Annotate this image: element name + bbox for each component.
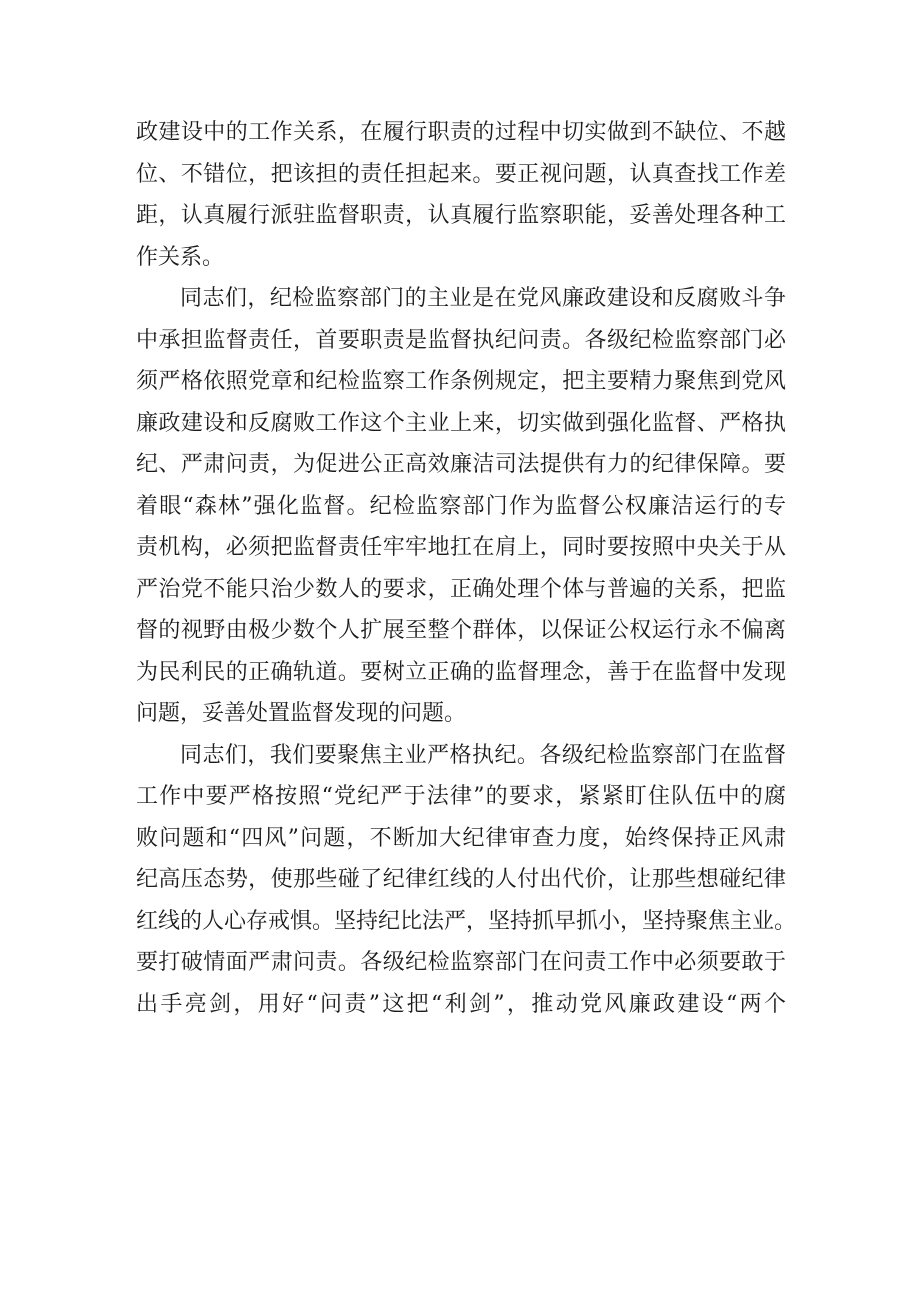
text-line-2: 位、不错位，把该担的责任担起来。要正视问题，认真查找工作差 [136,161,786,187]
text-line-5: 同志们，纪检监察部门的主业是在党风廉政建设和反腐败斗争 [180,286,786,311]
text-line-6: 中承担监督责任，首要职责是监督执纪问责。各级纪检监察部门必 [136,327,786,353]
text-line-19: 纪高压态势，使那些碰了纪律红线的人付出代价，让那些想碰纪律 [136,867,786,892]
text-line-22: 出手亮剑，用好“问责”这把“利剑”，推动党风廉政建设“两个 [136,991,786,1017]
text-line-21: 要打破情面严肃问责。各级纪检监察部门在问责工作中必须要敢于 [136,950,786,975]
text-line-9: 纪、严肃问责，为促进公正高效廉洁司法提供有力的纪律保障。要 [136,452,786,477]
text-line-8: 廉政建设和反腐败工作这个主业上来，切实做到强化监督、严格执 [136,410,786,436]
text-line-1: 政建设中的工作关系，在履行职责的过程中切实做到不缺位、不越 [136,120,786,145]
text-line-12: 严治党不能只治少数人的要求，正确处理个体与普遍的关系，把监 [136,576,786,602]
text-line-16: 同志们，我们要聚焦主业严格执纪。各级纪检监察部门在监督 [180,742,786,768]
text-line-14: 为民利民的正确轨道。要树立正确的监督理念，善于在监督中发现 [136,659,786,685]
text-line-11: 责机构，必须把监督责任牢牢地扛在肩上，同时要按照中央关于从 [136,535,786,560]
text-line-15: 问题，妥善处置监督发现的问题。 [136,701,467,726]
text-line-20: 红线的人心存戒惧。坚持纪比法严，坚持抓早抓小，坚持聚焦主业。 [136,908,797,934]
text-line-3: 距，认真履行派驻监督职责，认真履行监察职能，妥善处理各种工 [136,203,786,228]
text-line-7: 须严格依照党章和纪检监察工作条例规定，把主要精力聚焦到党风 [136,369,786,394]
text-line-17: 工作中要严格按照“党纪严于法律”的要求，紧紧盯住队伍中的腐 [136,784,786,809]
text-line-4: 作关系。 [136,244,225,270]
text-line-13: 督的视野由极少数个人扩展至整个群体，以保证公权运行永不偏离 [136,618,786,643]
text-line-10: 着眼“森林”强化监督。纪检监察部门作为监督公权廉洁运行的专 [136,493,786,519]
text-line-18: 败问题和“四风”问题，不断加大纪律审查力度，始终保持正风肃 [136,825,786,851]
body-text [136,112,797,1025]
